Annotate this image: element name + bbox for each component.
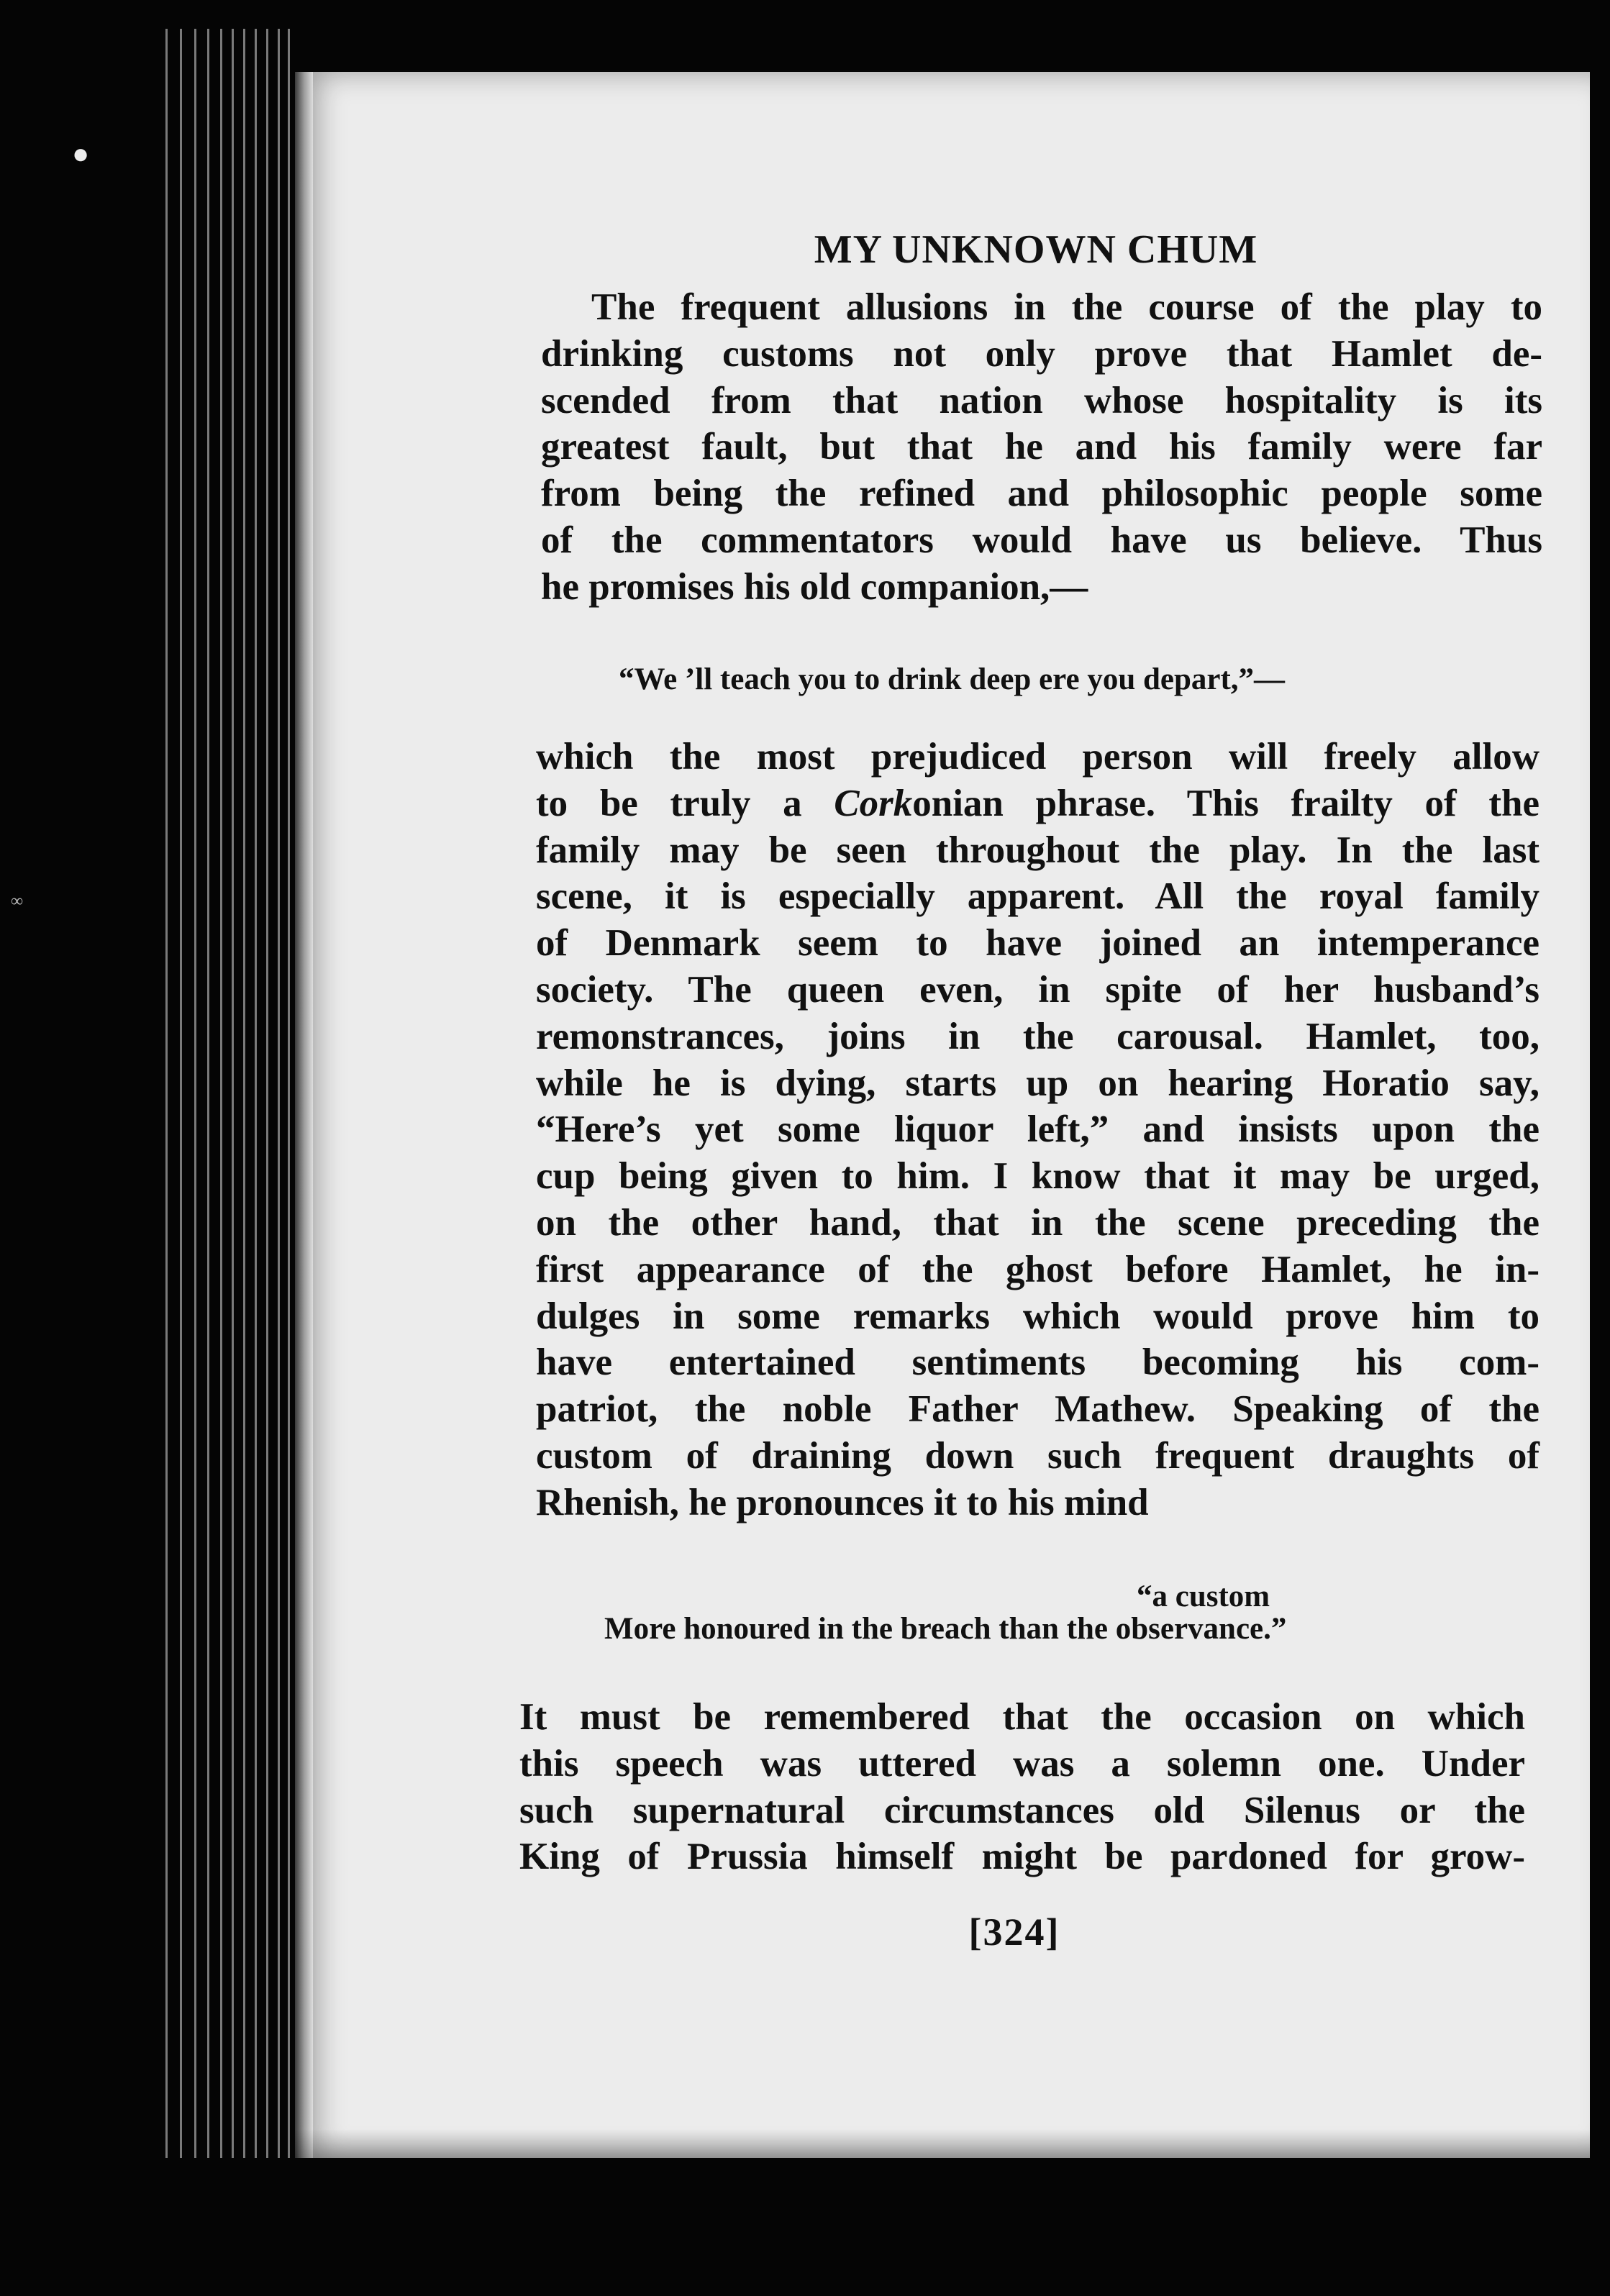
text-line: while he is dying, starts up on hearing Horatio say,	[536, 1062, 1539, 1104]
text-line: patriot, the noble Father Mathew. Speaking of the	[536, 1388, 1539, 1431]
page-gutter	[295, 72, 313, 2158]
text-line: family may be seen throughout the play. In the last	[536, 829, 1539, 871]
text-line: from being the refined and philosophic people some	[541, 473, 1542, 515]
text-line: have entertained sentiments becoming his com-	[536, 1341, 1539, 1384]
scan-speck: ●	[72, 137, 90, 170]
text-line: King of Prussia himself might be pardoned for grow-	[519, 1836, 1525, 1878]
text-line: scended from that nation whose hospitality is its	[541, 379, 1542, 422]
text-line: first appearance of the ghost before Hamlet, he in-	[536, 1248, 1539, 1290]
text-line: scene, it is especially apparent. All the royal family	[536, 875, 1539, 918]
text-line	[536, 780, 1539, 827]
text-line: of the commentators would have us believe. Thus	[541, 519, 1542, 561]
text-line: society. The queen even, in spite of her husband’s	[536, 968, 1539, 1011]
text-line: The frequent allusions in the course of the play to	[591, 286, 1542, 328]
italic-word: Cork	[834, 782, 913, 824]
text-line: remonstrances, joins in the carousal. Hamlet, too,	[536, 1015, 1539, 1057]
text-line: of Denmark seem to have joined an intemperance	[536, 922, 1539, 965]
text-run: onian phrase. This frailty of the	[912, 782, 1539, 824]
text-line: drinking customs not only prove that Hamlet de-	[541, 332, 1542, 375]
quotation-2-line-2: More honoured in the breach than the observance.”	[604, 1612, 1287, 1646]
text-line: Rhenish, he pronounces it to his mind	[536, 1481, 1149, 1523]
page-edges	[165, 29, 309, 2158]
text-line: this speech was uttered was a solemn one. Under	[519, 1742, 1525, 1785]
page-number: [324]	[968, 1910, 1060, 1954]
page-bottom-shadow	[295, 2129, 1590, 2158]
text-line: he promises his old companion,—	[541, 565, 1088, 608]
scan-speck: ∞	[11, 892, 24, 911]
text-line: It must be remembered that the occasion on which	[519, 1696, 1525, 1738]
text-line: which the most prejudiced person will freely allow	[536, 736, 1539, 778]
text-line: such supernatural circumstances old Silenus or the	[519, 1789, 1525, 1831]
paragraph-3	[519, 1694, 1525, 1880]
quotation-1: “We ’ll teach you to drink deep ere you depart,”—	[619, 662, 1286, 696]
text-line: cup being given to him. I know that it may be urged,	[536, 1155, 1539, 1198]
text-line: greatest fault, but that he and his family were far	[541, 426, 1542, 468]
text-line: custom of draining down such frequent draughts of	[536, 1434, 1539, 1477]
text-line: dulges in some remarks which would prove him to	[536, 1295, 1539, 1337]
quotation-2-line-1: “a custom	[1137, 1580, 1270, 1613]
running-header: MY UNKNOWN CHUM	[814, 227, 1258, 272]
paragraph-1	[541, 284, 1542, 611]
text-line: on the other hand, that in the scene preceding the	[536, 1201, 1539, 1244]
text-run: to be truly a	[536, 782, 834, 824]
paragraph-2	[536, 734, 1539, 1526]
text-line: “Here’s yet some liquor left,” and insists upon the	[536, 1108, 1539, 1151]
